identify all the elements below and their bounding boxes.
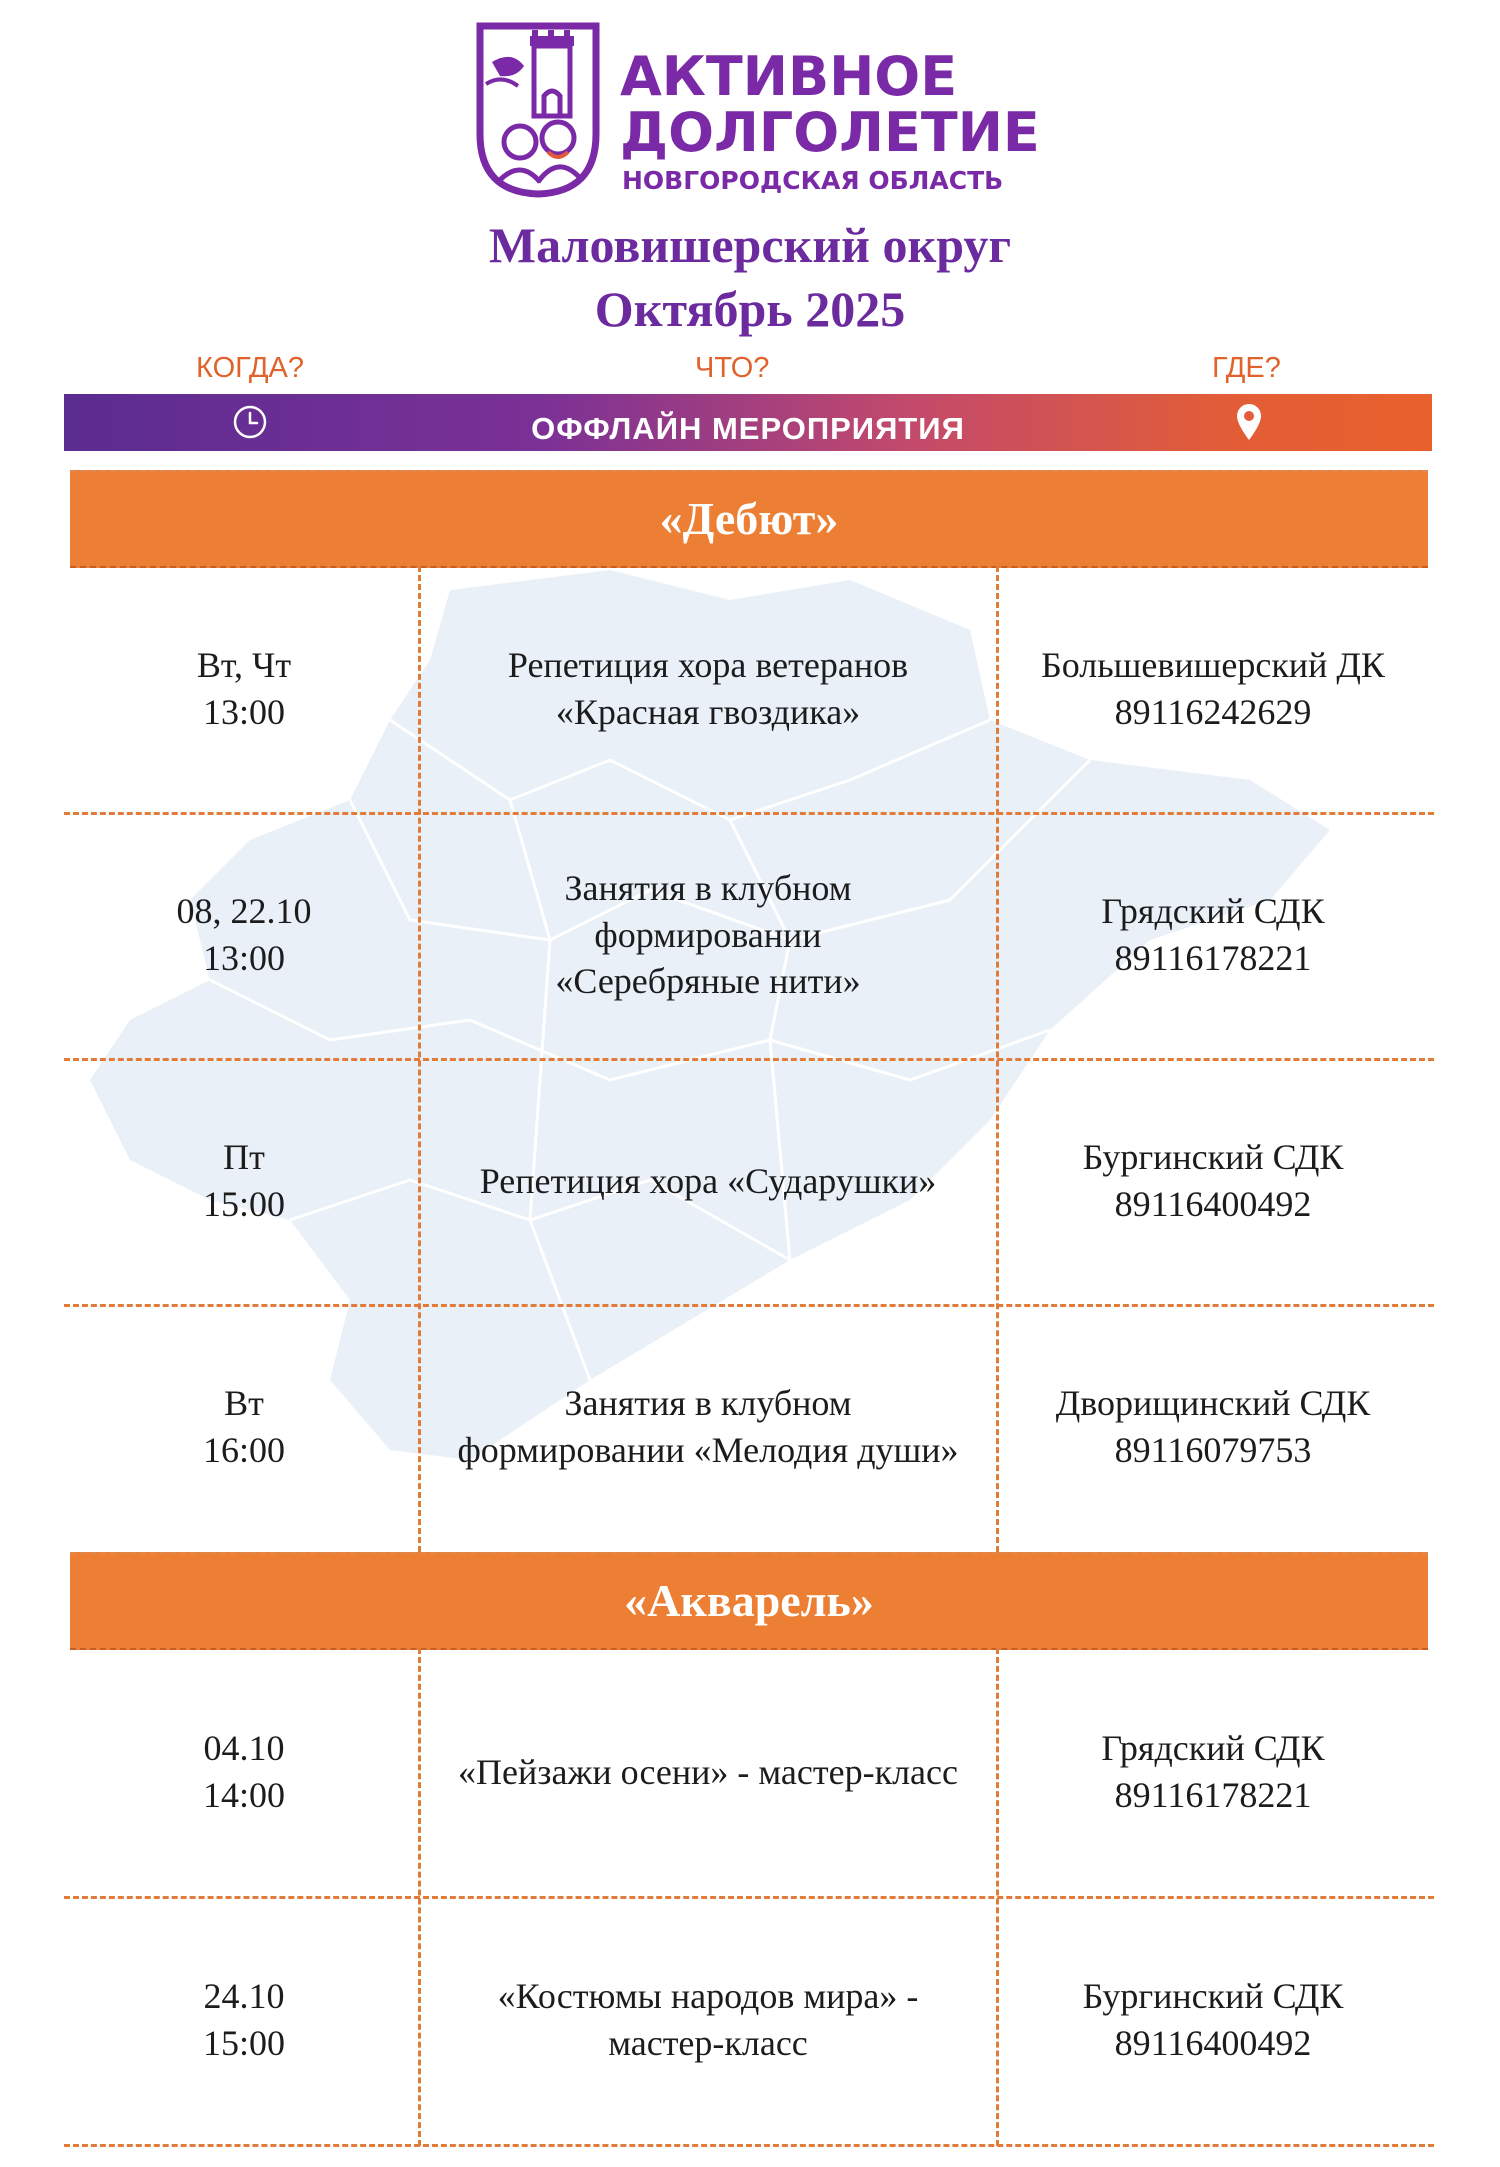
what-line: Занятия в клубном <box>564 1383 852 1424</box>
column-divider <box>418 566 421 1552</box>
when-day: Пт <box>223 1137 265 1178</box>
when-day: 04.10 <box>203 1728 285 1769</box>
where-phone[interactable]: 89116400492 <box>1114 2023 1312 2063</box>
kremlin-emblem-icon <box>472 22 604 198</box>
row-divider <box>64 1896 1434 1899</box>
row-when <box>70 566 418 812</box>
row-when <box>70 1648 418 1896</box>
row-divider <box>64 2144 1434 2147</box>
where-place: Большевишерский ДК <box>1041 645 1385 686</box>
row-what <box>420 566 996 812</box>
row-when <box>70 1058 418 1304</box>
what-line: Репетиция хора ветеранов <box>507 645 909 686</box>
what-line: «Серебряные нити» <box>555 961 861 1002</box>
row-what <box>420 1896 996 2144</box>
where-phone[interactable]: 89116079753 <box>1114 1430 1312 1470</box>
what-line: «Красная гвоздика» <box>555 692 861 732</box>
row-when <box>70 1304 418 1550</box>
clock-icon <box>232 404 268 440</box>
row-what <box>420 812 996 1058</box>
when-time: 15:00 <box>202 2023 285 2063</box>
when-day: Вт, Чт <box>196 645 292 686</box>
column-label-what: ЧТО? <box>695 352 770 384</box>
row-where <box>998 566 1428 812</box>
row-where <box>998 1058 1428 1304</box>
page-subtitle: Октябрь 2025 <box>594 281 906 337</box>
where-phone[interactable]: 89116178221 <box>1114 1775 1312 1815</box>
section-header-akvarel: «Акварель» <box>70 1552 1428 1650</box>
where-phone[interactable]: 89116242629 <box>1114 692 1312 732</box>
where-place: Грядский СДК <box>1101 1728 1325 1769</box>
where-place: Бургинский СДК <box>1082 1137 1344 1178</box>
row-divider <box>64 812 1434 815</box>
row-where <box>998 1648 1428 1896</box>
logo-title-line1: АКТИВНОЕ <box>620 45 958 108</box>
where-place: Грядский СДК <box>1101 891 1325 932</box>
banner-title: ОФФЛАЙН МЕРОПРИЯТИЯ <box>531 411 965 446</box>
logo-region: НОВГОРОДСКАЯ ОБЛАСТЬ <box>622 166 1004 195</box>
row-what <box>420 1058 996 1304</box>
what-line: формировании <box>594 914 822 955</box>
when-time: 13:00 <box>202 692 285 732</box>
logo-title-line2: ДОЛГОЛЕТИЕ <box>620 101 1040 164</box>
offline-events-banner <box>64 394 1432 451</box>
where-phone[interactable]: 89116400492 <box>1114 1184 1312 1224</box>
row-what <box>420 1648 996 1896</box>
when-day: 24.10 <box>203 1976 285 2017</box>
what-line: Репетиция хора «Сударушки» <box>479 1160 937 1201</box>
what-line: «Пейзажи осени» - мастер-класс <box>458 1751 958 1792</box>
what-line: мастер-класс <box>608 2023 808 2063</box>
column-divider <box>418 1648 421 2146</box>
where-place: Дворищинский СДК <box>1055 1383 1371 1424</box>
column-divider <box>996 1648 999 2146</box>
where-phone[interactable]: 89116178221 <box>1114 938 1312 978</box>
row-what <box>420 1304 996 1550</box>
what-line: формировании «Мелодия души» <box>457 1430 959 1470</box>
when-time: 16:00 <box>202 1430 285 1470</box>
row-where <box>998 812 1428 1058</box>
row-when <box>70 812 418 1058</box>
what-line: «Костюмы народов мира» - <box>497 1976 919 2017</box>
row-when <box>70 1896 418 2144</box>
when-day: 08, 22.10 <box>176 891 312 932</box>
what-line: Занятия в клубном <box>564 867 852 908</box>
row-divider <box>64 1058 1434 1061</box>
column-divider <box>996 566 999 1552</box>
logo <box>472 22 1040 200</box>
when-day: Вт <box>224 1383 264 1424</box>
row-divider <box>64 1304 1434 1307</box>
where-place: Бургинский СДК <box>1082 1976 1344 2017</box>
when-time: 14:00 <box>202 1775 285 1815</box>
section-header-debut: «Дебют» <box>70 470 1428 568</box>
page-title: Маловишерский округ <box>488 217 1012 273</box>
when-time: 13:00 <box>202 938 285 978</box>
column-label-when: КОГДА? <box>196 352 304 384</box>
column-label-where: ГДЕ? <box>1212 352 1281 384</box>
row-where <box>998 1896 1428 2144</box>
row-where <box>998 1304 1428 1550</box>
when-time: 15:00 <box>202 1184 285 1224</box>
location-pin-icon <box>1234 402 1264 442</box>
